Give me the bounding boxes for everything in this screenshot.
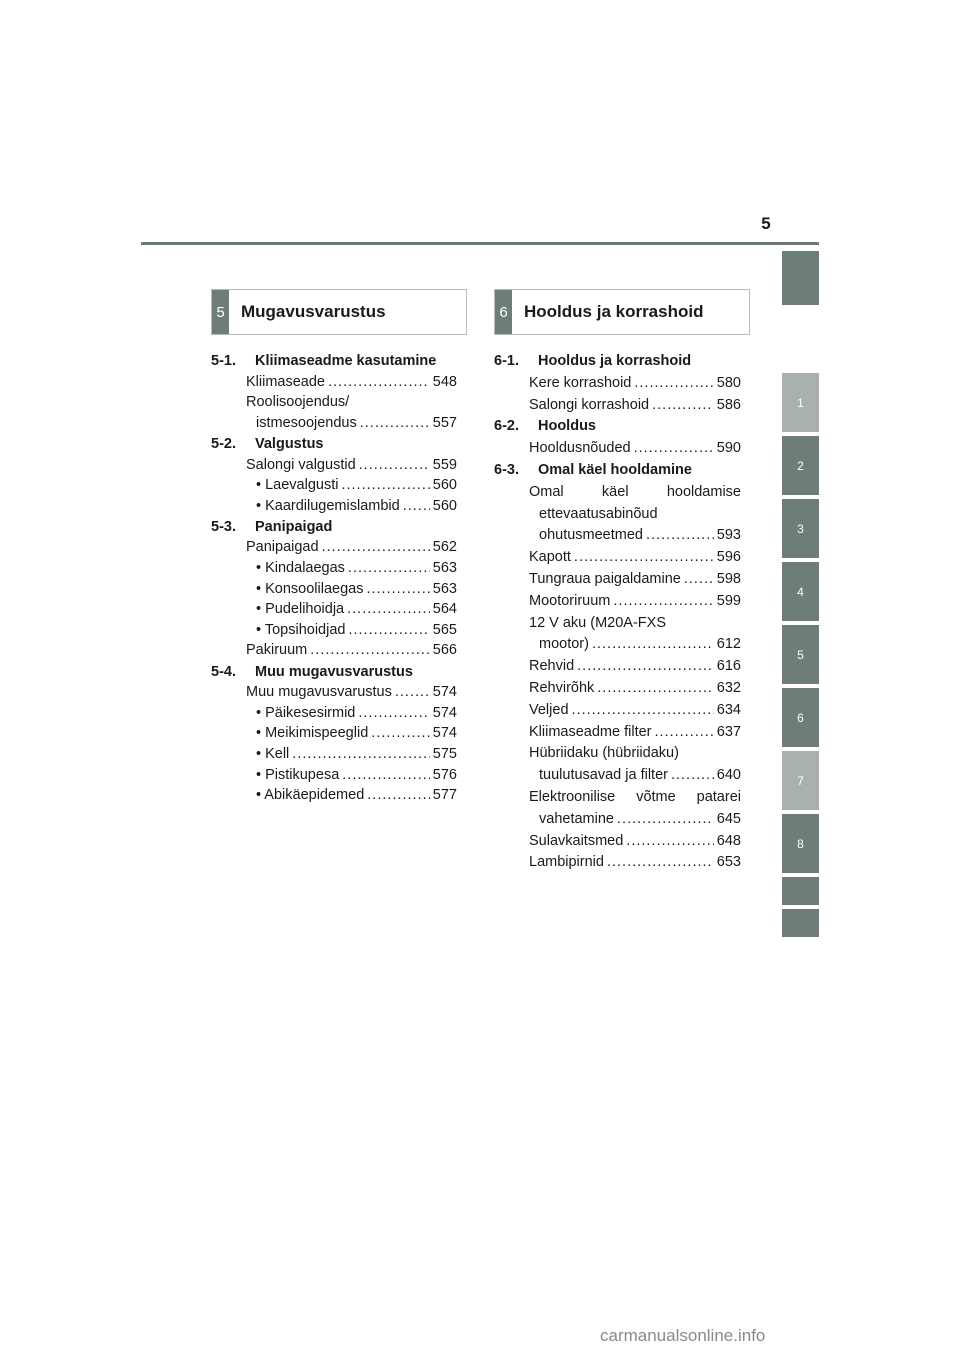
toc-entry [529,724,741,740]
dot-leader [607,854,714,870]
toc-entry [246,684,457,700]
toc-page-number: 645 [716,810,741,827]
toc-entry [529,658,741,674]
dot-leader [572,702,714,718]
toc-entry-label: • Pistikupesa [256,766,340,783]
chapter-tab-blank-0 [782,251,819,305]
section-header-6 [494,289,750,335]
toc-page-number: 564 [432,601,457,618]
toc-entry-label: • Kindalaegas [256,560,345,576]
chapter-title: Panipaigad [255,518,333,535]
toc-entry-label: • Abikäepidemed [256,787,365,804]
toc-entry [529,440,741,456]
dot-leader [403,498,430,514]
toc-entry-label: ohutusmeetmed [539,527,643,544]
dot-leader [360,415,430,431]
toc-page-number: 559 [432,456,457,473]
header-rule [141,242,819,245]
chapter-tab-2: 2 [782,436,819,495]
section-header-5 [211,289,467,335]
toc-entry [529,375,741,391]
chapter-number: 5-2. [211,435,236,452]
toc-entry [529,680,741,696]
toc-entry [539,636,741,652]
dot-leader [347,601,430,617]
toc-entry-label: mootor) [539,636,589,653]
toc-page-number: 640 [716,767,741,784]
dot-leader [652,397,714,413]
toc-entry [246,539,457,555]
toc-entry [246,394,457,410]
toc-entry-label: Rehvirõhk [529,680,595,696]
toc-page-number: 632 [716,680,741,696]
chapter-title: Omal käel hooldamine [538,462,692,478]
toc-entry [256,477,457,493]
chapter-number: 6-1. [494,353,519,369]
toc-entry-label: Mootoriruum [529,592,611,609]
toc-entry-label: Kapott [529,549,571,566]
dot-leader [634,375,713,391]
toc-page-number: 593 [716,527,741,544]
toc-entry-label: Muu mugavusvarustus [246,684,392,701]
chapter-title: Hooldus ja korrashoid [538,353,692,369]
toc-entry-label: Pakiruum [246,642,308,659]
page-number: 5 [761,214,771,233]
dot-leader [371,725,430,741]
toc-entry-label: Roolisoojendus/ [246,394,350,411]
toc-page-number: 574 [432,704,457,721]
toc-page-number: 586 [716,396,741,413]
chapter-title: Kliimaseadme kasutamine [255,353,437,369]
section-title: Mugavusvarustus [241,302,386,321]
toc-page-number: 574 [432,684,457,701]
chapter-tab-3: 3 [782,499,819,558]
toc-entry [529,789,741,805]
toc-entry-label: vahetamine [539,810,614,827]
dot-leader [646,527,714,543]
dot-leader [358,705,429,721]
toc-entry [539,811,741,827]
toc-entry-label: • Laevalgusti [256,477,339,494]
toc-entry-label: istmesoojendus [256,414,357,431]
toc-entry [256,601,457,617]
toc-entry-label: Lambipirnid [529,854,604,871]
toc-page-number: 566 [432,642,457,659]
toc-entry-label: tuulutusavad ja filter [539,767,668,784]
toc-entry-label: Salongi korrashoid [529,396,650,413]
dot-leader [328,374,430,390]
toc-entry-label: • Pudelihoidja [256,601,345,618]
toc-page-number: 560 [432,477,457,494]
dot-leader [367,787,430,803]
toc-entry [256,498,457,514]
toc-entry-label: Salongi valgustid [246,456,356,473]
dot-leader [348,560,430,576]
dot-leader [322,539,430,555]
chapter-tab-6: 6 [782,688,819,747]
toc-entry [256,767,457,783]
toc-entry-label: 12 V aku (M20A-FXS [529,614,666,631]
chapter-heading [211,519,332,535]
dot-leader [684,571,714,587]
toc-entry [256,622,457,638]
toc-entry-label: • Kaardilugemislambid [256,497,400,514]
toc-entry-label: Elektroonilise võtme patarei [529,789,741,805]
dot-leader [310,642,430,658]
chapter-title: Hooldus [538,418,596,435]
chapter-number: 5-3. [211,518,236,535]
toc-entry-label: • Meikimispeeglid [256,725,369,742]
toc-page-number: 616 [716,658,741,675]
toc-entry [529,397,741,413]
toc-page-number: 575 [432,745,457,762]
dot-leader [292,746,430,762]
toc-entry [539,767,741,783]
toc-entry-label: • Päikesesirmid [256,704,356,721]
toc-page-number: 598 [716,571,741,587]
chapter-heading [211,353,436,369]
dot-leader [359,457,430,473]
toc-entry-label: Veljed [529,701,569,718]
dot-leader [342,767,430,783]
chapter-number: 5-1. [211,353,236,369]
toc-page-number: 637 [716,723,741,740]
toc-entry [256,415,457,431]
toc-entry [529,854,741,870]
toc-entry-label: Tungraua paigaldamine [529,571,681,587]
dot-leader [597,680,714,696]
dot-leader [366,581,429,597]
chapter-number: 6-3. [494,462,519,478]
chapter-title: Valgustus [255,435,324,452]
toc-entry [246,457,457,473]
chapter-tab-blank-10 [782,909,819,937]
toc-entry-label: • Kell [256,745,290,762]
toc-entry [529,702,741,718]
toc-entry-label: Hooldusnõuded [529,440,631,457]
watermark: carmanualsonline.info [600,1326,766,1345]
toc-entry [256,787,457,803]
chapter-number: 6-2. [494,418,519,435]
toc-entry-label: Kere korrashoid [529,374,632,391]
chapter-heading [494,462,692,478]
toc-entry-label: Sulavkaitsmed [529,832,624,849]
dot-leader [341,477,429,493]
toc-page-number: 596 [716,549,741,566]
toc-page-number: 599 [716,592,741,609]
toc-page-number: 563 [432,560,457,576]
toc-entry [529,484,741,500]
toc-entry-label: Hübriidaku (hübriidaku) [529,745,679,762]
toc-entry [529,549,741,565]
toc-entry [539,506,741,522]
toc-page-number: 574 [432,725,457,742]
chapter-heading [494,353,691,369]
toc-page-number: 548 [432,373,457,390]
toc-page-number: 612 [716,636,741,653]
chapter-tab-8: 8 [782,814,819,873]
toc-entry-label: Rehvid [529,658,575,675]
chapter-tab-5: 5 [782,625,819,684]
chapter-tab-7: 7 [782,751,819,810]
section-number: 5 [212,290,229,334]
toc-page-number: 653 [716,854,741,871]
toc-entry-label: ettevaatusabinõud [539,505,658,522]
toc-page-number: 648 [716,832,741,849]
toc-entry [529,571,741,587]
chapter-heading [211,436,324,452]
dot-leader [574,549,714,565]
toc-page-number: 576 [432,766,457,783]
dot-leader [634,440,714,456]
dot-leader [671,767,714,783]
toc-entry [246,642,457,658]
toc-entry [529,593,741,609]
chapter-tab-4: 4 [782,562,819,621]
toc-page-number: 562 [432,539,457,556]
section-title: Hooldus ja korrashoid [524,302,704,321]
toc-entry [256,725,457,741]
toc-entry [529,615,741,631]
chapter-tab-1: 1 [782,373,819,432]
dot-leader [617,811,714,827]
chapter-title: Muu mugavusvarustus [255,663,413,680]
toc-entry-label: Kliimaseadme filter [529,723,652,740]
toc-entry [539,527,741,543]
toc-page-number: 577 [432,787,457,804]
toc-entry-label: Omal käel hooldamise [529,483,741,500]
dot-leader [577,658,714,674]
dot-leader [395,684,430,700]
dot-leader [592,636,714,652]
toc-page-number: 560 [432,497,457,514]
toc-entry-label: • Topsihoidjad [256,621,346,638]
section-number: 6 [495,290,512,334]
toc-entry [529,833,741,849]
chapter-number: 5-4. [211,663,236,680]
toc-entry [529,745,741,761]
chapter-heading [211,664,413,680]
dot-leader [655,724,714,740]
toc-entry [256,746,457,762]
toc-entry-label: • Konsoolilaegas [256,580,364,597]
toc-entry [256,581,457,597]
toc-page-number: 565 [432,621,457,638]
chapter-heading [494,418,596,434]
toc-entry [256,560,457,576]
dot-leader [613,593,713,609]
toc-page-number: 557 [432,414,457,431]
toc-entry [246,374,457,390]
dot-leader [626,833,714,849]
toc-page-number: 580 [716,374,741,391]
toc-page-number: 563 [432,580,457,597]
toc-page-number: 634 [716,701,741,718]
chapter-tab-blank-9 [782,877,819,905]
toc-page-number: 590 [716,440,741,457]
toc-entry-label: Kliimaseade [246,373,325,390]
toc-entry [256,705,457,721]
toc-entry-label: Panipaigad [246,539,319,556]
dot-leader [348,622,429,638]
